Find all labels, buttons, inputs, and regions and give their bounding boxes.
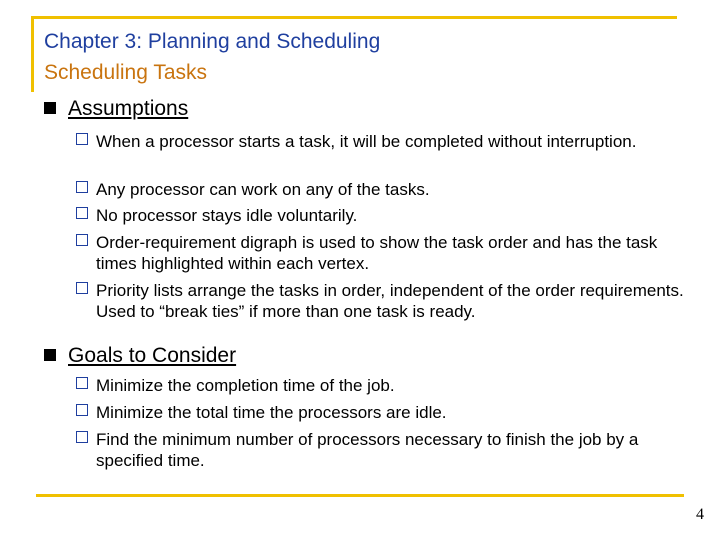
list-item-text: Find the minimum number of processors necessary to finish the job by a specified time. bbox=[96, 430, 639, 470]
list-item bbox=[76, 131, 686, 152]
list-item-text: Minimize the completion time of the job. bbox=[96, 376, 395, 395]
list-item-text: Minimize the total time the processors are idle. bbox=[96, 403, 447, 422]
list-item-text: Priority lists arrange the tasks in order, independent of the order requirements. Used to “break ties” if more than one task is ready. bbox=[96, 281, 684, 321]
list-item bbox=[76, 179, 686, 200]
title-frame-top-rule bbox=[31, 16, 677, 19]
hollow-square-bullet-icon bbox=[76, 431, 88, 443]
section-goals bbox=[44, 344, 236, 368]
hollow-square-bullet-icon bbox=[76, 234, 88, 246]
slide-title: Chapter 3: Planning and Scheduling bbox=[44, 30, 381, 53]
hollow-square-bullet-icon bbox=[76, 181, 88, 193]
hollow-square-bullet-icon bbox=[76, 282, 88, 294]
section-assumptions bbox=[44, 97, 188, 121]
list-item bbox=[76, 232, 686, 274]
page-number: 4 bbox=[696, 506, 704, 523]
list-item-text: When a processor starts a task, it will be completed without interruption. bbox=[96, 132, 637, 151]
hollow-square-bullet-icon bbox=[76, 207, 88, 219]
list-item bbox=[76, 429, 686, 471]
list-item-text: Any processor can work on any of the tasks. bbox=[96, 180, 430, 199]
hollow-square-bullet-icon bbox=[76, 133, 88, 145]
filled-square-bullet-icon bbox=[44, 349, 56, 361]
slide-subtitle: Scheduling Tasks bbox=[44, 61, 208, 84]
hollow-square-bullet-icon bbox=[76, 404, 88, 416]
list-item bbox=[76, 205, 686, 226]
hollow-square-bullet-icon bbox=[76, 377, 88, 389]
list-item bbox=[76, 375, 686, 396]
section-heading: Goals to Consider bbox=[68, 344, 237, 367]
list-item bbox=[76, 280, 686, 322]
title-frame-left-rule bbox=[31, 16, 34, 92]
filled-square-bullet-icon bbox=[44, 102, 56, 114]
list-item bbox=[76, 402, 686, 423]
list-item-text: No processor stays idle voluntarily. bbox=[96, 206, 358, 225]
footer-rule bbox=[36, 494, 684, 497]
section-heading: Assumptions bbox=[68, 97, 189, 120]
list-item-text: Order-requirement digraph is used to show the task order and has the task times highlighted within each vertex. bbox=[96, 233, 658, 273]
